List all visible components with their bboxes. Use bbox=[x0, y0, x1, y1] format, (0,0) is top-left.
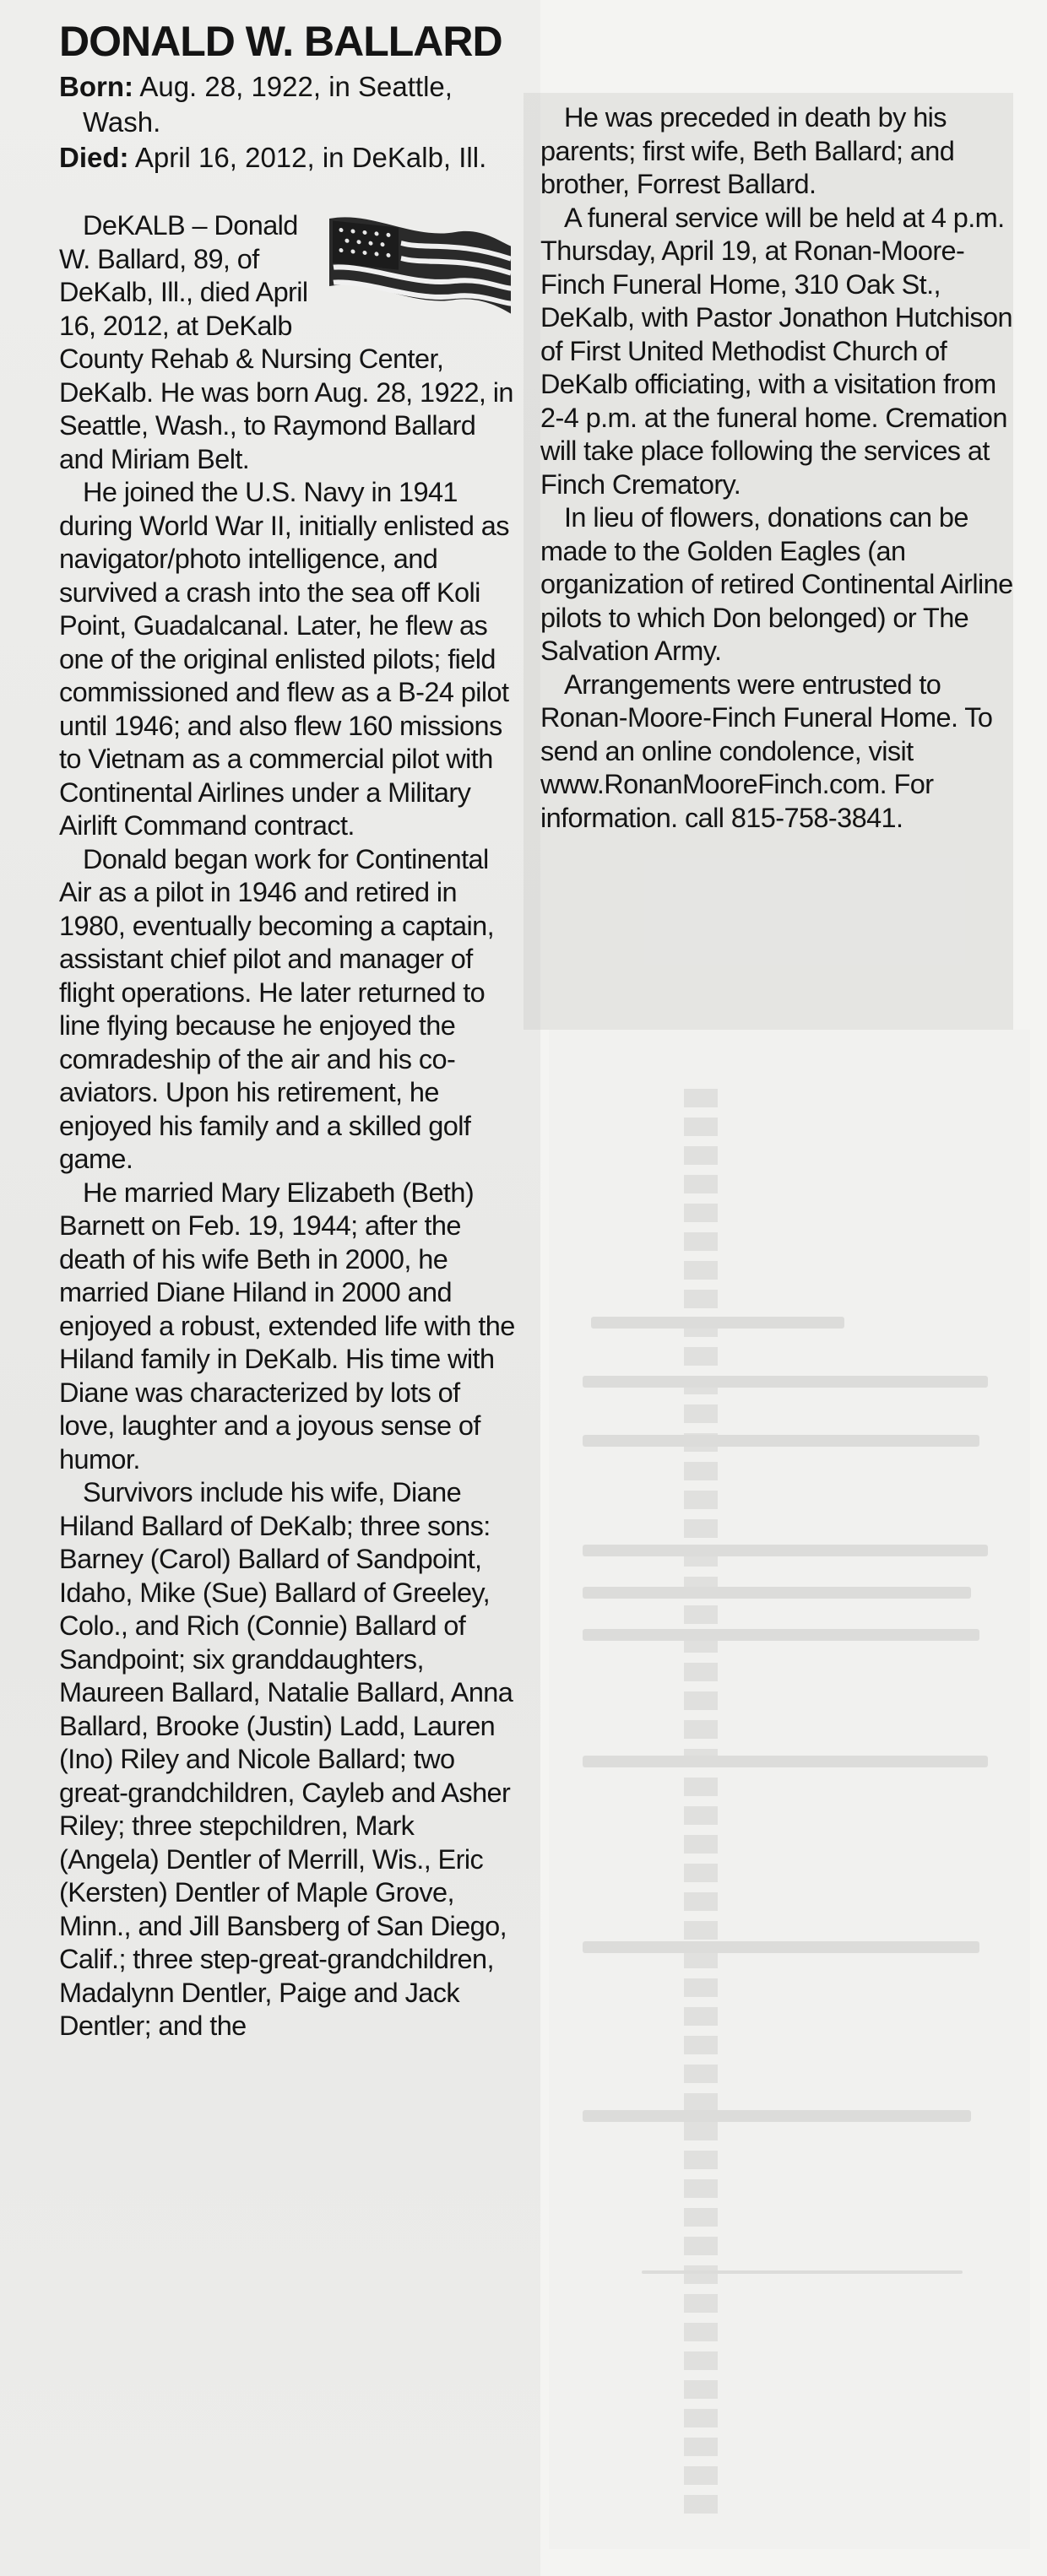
born-value-continued: Wash. bbox=[83, 106, 161, 138]
obituary-paragraph: A funeral service will be held at 4 p.m. Thursday, April 19, at Ronan-Moore-Finch Funeral Home, 310 Oak St., DeKalb, with Pastor Jonathon Hutchison of First United Methodist Church of DeKalb officiating, with a visitation from 2-4 p.m. at the funeral home. Cremation will take place following the services at Finch Crematory. bbox=[540, 202, 1012, 500]
bleed-through-vertical-text bbox=[684, 1089, 718, 2524]
obituary-paragraph: Arrangements were entrusted to Ronan-Moore-Finch Funeral Home. To send an online condolence, visit www.RonanMooreFinch.com. For information. call 815-758-3841. bbox=[540, 668, 993, 833]
bleed-through-area bbox=[549, 1030, 1030, 2549]
died-line bbox=[59, 140, 515, 176]
born-value: Aug. 28, 1922, in Seattle, bbox=[139, 71, 453, 102]
died-label: Died: bbox=[59, 142, 129, 173]
bleed-through-line bbox=[583, 1756, 988, 1767]
bleed-through-rule bbox=[642, 2270, 963, 2274]
bleed-through-line bbox=[583, 1435, 979, 1447]
obituary-paragraph: He joined the U.S. Navy in 1941 during World War II, initially enlisted as navigator/photo intelligence, and survived a crash into the sea off Koli Point, Guadalcanal. Later, he flew as one of the original enlisted pilots; field commissioned and flew as a B-24 pilot until 1946; and also flew 160 missions to Vietnam as a commercial pilot with Continental Airlines under a Military Airlift Command contract. bbox=[59, 477, 509, 841]
bleed-through-line bbox=[583, 1629, 979, 1641]
bleed-through-line bbox=[583, 2110, 971, 2122]
bleed-through-line bbox=[583, 1941, 979, 1953]
first-paragraph-block bbox=[59, 209, 515, 476]
obituary-paragraph: DeKALB – Donald W. Ballard, 89, of DeKalb, Ill., died April 16, 2012, at DeKalb County Rehab & Nursing Center, DeKalb. He was born Aug. 28, 1922, in Seattle, Wash., to Raymond Ballard and Miriam Belt. bbox=[59, 210, 513, 474]
obituary-paragraph: Donald began work for Continental Air as a pilot in 1946 and retired in 1980, eventually becoming a captain, assistant chief pilot and manager of flight operations. He later returned to line flying because he enjoyed the comradeship of the air and his co-aviators. Upon his retirement, he enjoyed his family and a skilled golf game. bbox=[59, 843, 495, 1174]
died-value: April 16, 2012, in DeKalb, Ill. bbox=[134, 142, 487, 173]
obituary-name: DONALD W. BALLARD bbox=[59, 18, 502, 65]
bleed-through-line bbox=[583, 1376, 988, 1388]
right-column bbox=[540, 101, 1013, 835]
obituary-paragraph: In lieu of flowers, donations can be made to the Golden Eagles (an organization of retired Continental Airline pilots to which Don belonged) or The Salvation Army. bbox=[540, 502, 1013, 666]
left-column bbox=[59, 17, 515, 2043]
bleed-through-line bbox=[583, 1587, 971, 1599]
bleed-through-line bbox=[591, 1317, 844, 1329]
american-flag-icon bbox=[321, 209, 515, 327]
obituary-paragraph: He married Mary Elizabeth (Beth) Barnett on Feb. 19, 1944; after the death of his wife Beth in 2000, he married Diane Hiland in 2000 and enjoyed a robust, extended life with the Hiland family in DeKalb. His time with Diane was characterized by lots of love, laughter and a joyous sense of humor. bbox=[59, 1177, 515, 1475]
born-line bbox=[59, 69, 515, 140]
born-label: Born: bbox=[59, 71, 133, 102]
obituary-paragraph: He was preceded in death by his parents; first wife, Beth Ballard; and brother, Forrest Ballard. bbox=[540, 102, 955, 199]
obituary-paragraph: Survivors include his wife, Diane Hiland Ballard of DeKalb; three sons: Barney (Carol) Ballard of Sandpoint, Idaho, Mike (Sue) Ballard of Greeley, Colo., and Rich (Connie) Ballard of Sandpoint; six granddaughters, Maureen Ballard, Natalie Ballard, Anna Ballard, Brooke (Justin) Ladd, Lauren (Ino) Riley and Nicole Ballard; two great-grandchildren, Cayleb and Asher Riley; three stepchildren, Mark (Angela) Dentler of Merrill, Wis., Eric (Kersten) Dentler of Maple Grove, Minn., and Jill Bansberg of San Diego, Calif.; three step-great-grandchildren, Madalynn Dentler, Paige and Jack Dentler; and the bbox=[59, 1477, 513, 2041]
bleed-through-line bbox=[583, 1545, 988, 1556]
